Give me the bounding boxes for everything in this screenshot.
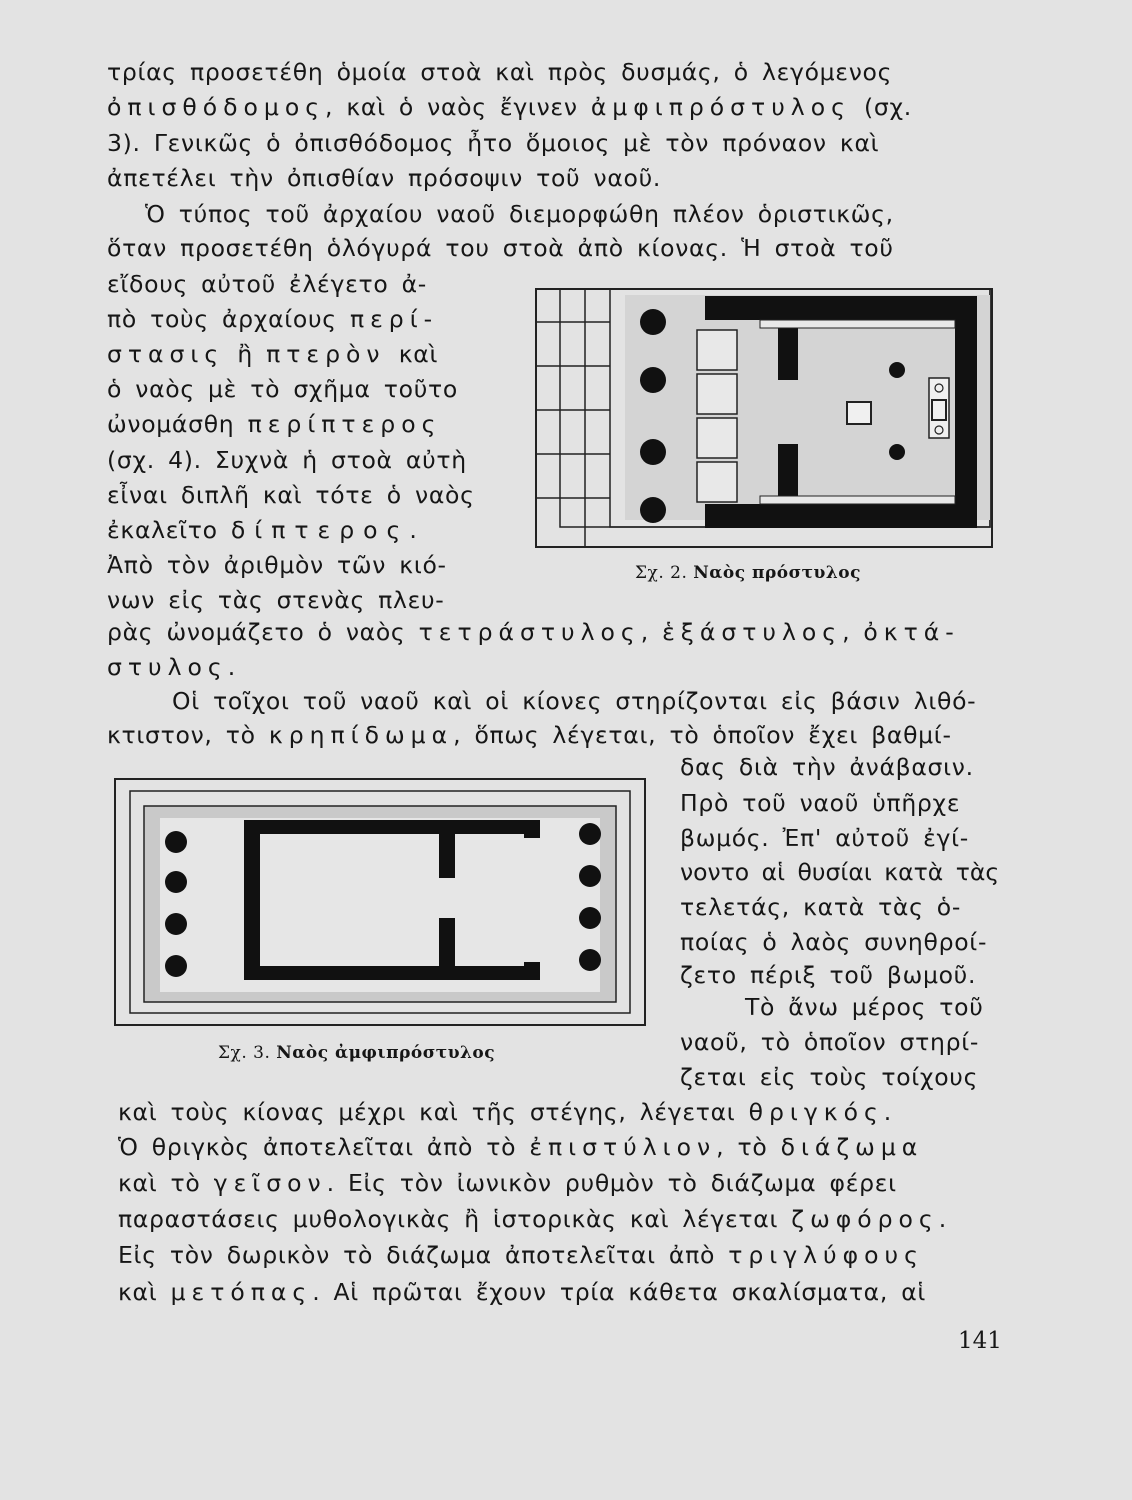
column (640, 497, 666, 523)
text-line: τρίας προσετέθη ὁμοία στοὰ καὶ πρὸς δυσμάς, ὁ λεγόμενος (107, 58, 893, 86)
figure-2-plan (535, 280, 995, 550)
spaced-term: τετράστυλος (418, 618, 641, 646)
spaced-term: ἑξάστυλος (662, 618, 843, 646)
text-line: Ὁ τύπος τοῦ ἀρχαίου ναοῦ διεμορφώθη πλέον ὁριστικῶς, (145, 200, 894, 228)
text-line (107, 650, 241, 684)
text-line: δας διὰ τὴν ἀνάβασιν. (680, 753, 974, 781)
text-line: ἀπετέλει τὴν ὀπισθίαν πρόσοψιν τοῦ ναοῦ. (107, 164, 662, 192)
column (579, 949, 601, 971)
text-line: παραστάσεις μυθολογικὰς ἢ ἱστορικὰς καὶ λέγεται ζωφόρος. (118, 1205, 953, 1233)
text-line: εἴδους αὐτοῦ ἐλέγετο ἀ- (107, 270, 427, 298)
spaced-term: ὀπισθόδομος (107, 93, 326, 121)
spaced-term: ἐπιστύλιον (529, 1133, 717, 1161)
text-line: Πρὸ τοῦ ναοῦ ὑπῆρχε (680, 789, 961, 817)
column (889, 444, 905, 460)
text-line: ὀπισθόδομος, καὶ ὁ ναὸς ἔγινεν ἀμφιπρόστυλος (σχ. (107, 93, 912, 121)
text-line: ζετο πέριξ τοῦ βωμοῦ. (680, 961, 977, 989)
spaced-term: περί- (349, 305, 439, 333)
text-line: 3). Γενικῶς ὁ ὀπισθόδομος ἦτο ὅμοιος μὲ τὸν πρόναον καὶ (107, 129, 880, 157)
column (165, 831, 187, 853)
text-line: ὅταν προσετέθη ὁλόγυρά του στοὰ ἀπὸ κίονας. Ἡ στοὰ τοῦ (107, 234, 894, 262)
text-line: στασις ἢ πτερὸν καὶ (107, 340, 439, 368)
spaced-term: κρηπίδωμα (268, 721, 454, 749)
column (640, 367, 666, 393)
text-line: (σχ. 4). Συχνὰ ἡ στοὰ αὐτὴ (107, 446, 467, 474)
text-line: νοντο αἱ θυσίαι κατὰ τὰς (680, 858, 1000, 886)
text-line: νων εἰς τὰς στενὰς πλευ- (107, 586, 445, 614)
column (640, 309, 666, 335)
spaced-term: μετόπας (170, 1278, 313, 1306)
text-line: καὶ τὸ γεῖσον. Εἰς τὸν ἰωνικὸν ρυθμὸν τὸ διάζωμα φέρει (118, 1169, 897, 1197)
column (640, 439, 666, 465)
text-line: ὠνομάσθη περίπτερος (107, 410, 442, 438)
figure-2-caption: Σχ. 2. Ναὸς πρόστυλος (635, 563, 861, 583)
column (165, 955, 187, 977)
text-line: Ὁ θριγκὸς ἀποτελεῖται ἀπὸ τὸ ἐπιστύλιον, τὸ διάζωμα (118, 1133, 924, 1161)
page-number: 141 (958, 1328, 1002, 1354)
text-line: ρὰς ὠνομάζετο ὁ ναὸς τετράστυλος, ἑξάστυλος, ὀκτά- (107, 618, 960, 646)
text-line: εἶναι διπλῆ καὶ τότε ὁ ναὸς (107, 481, 475, 509)
text-line: πὸ τοὺς ἀρχαίους περί- (107, 305, 439, 333)
figure-3-plan (114, 778, 646, 1028)
spaced-term: θριγκός. (748, 1098, 898, 1126)
text-line: ἐκαλεῖτο δίπτερος. (107, 516, 426, 544)
figure-3-caption: Σχ. 3. Ναὸς ἀμφιπρόστυλος (218, 1043, 496, 1063)
text-line: ὁ ναὸς μὲ τὸ σχῆμα τοῦτο (107, 375, 458, 403)
spaced-term: περίπτερος (247, 410, 442, 438)
text-line: ζεται εἰς τοὺς τοίχους (680, 1063, 979, 1091)
text-line: Εἰς τὸν δωρικὸν τὸ διάζωμα ἀποτελεῖται ἀπὸ τριγλύφους (118, 1241, 924, 1269)
spaced-term: διάζωμα (780, 1133, 924, 1161)
column (579, 823, 601, 845)
text-line: Ἀπὸ τὸν ἀριθμὸν τῶν κιό- (107, 551, 447, 579)
text-line: καὶ μετόπας. Αἱ πρῶται ἔχουν τρία κάθετα σκαλίσματα, αἱ (118, 1278, 927, 1306)
column (165, 913, 187, 935)
text-line: Τὸ ἄνω μέρος τοῦ (745, 993, 984, 1021)
text-line: κτιστον, τὸ κρηπίδωμα, ὅπως λέγεται, τὸ ὁποῖον ἔχει βαθμί- (107, 721, 952, 749)
text-line: ποίας ὁ λαὸς συνηθροί- (680, 928, 988, 956)
text-line: καὶ τοὺς κίονας μέχρι καὶ τῆς στέγης, λέγεται θριγκός. (118, 1098, 898, 1126)
spaced-term: πτερὸν (266, 340, 386, 368)
spaced-term: ζωφόρος. (791, 1205, 953, 1233)
text-line: τελετάς, κατὰ τὰς ὁ- (680, 893, 962, 921)
spaced-term: ἀμφιπρόστυλος (590, 93, 851, 121)
spaced-term: δίπτερος. (230, 516, 426, 544)
spaced-term: τριγλύφους (728, 1241, 924, 1269)
column (889, 362, 905, 378)
column (579, 907, 601, 929)
text-line: ναοῦ, τὸ ὁποῖον στηρί- (680, 1028, 980, 1056)
column (579, 865, 601, 887)
spaced-term: στυλος. (107, 653, 242, 681)
spaced-term: γεῖσον (213, 1169, 327, 1197)
text-line: βωμός. Ἐπ' αὐτοῦ ἐγί- (680, 824, 969, 852)
column (165, 871, 187, 893)
spaced-term: ὀκτά- (863, 618, 960, 646)
spaced-term: στασις (107, 340, 225, 368)
text-line: Οἱ τοῖχοι τοῦ ναοῦ καὶ οἱ κίονες στηρίζονται εἰς βάσιν λιθό- (172, 687, 977, 715)
